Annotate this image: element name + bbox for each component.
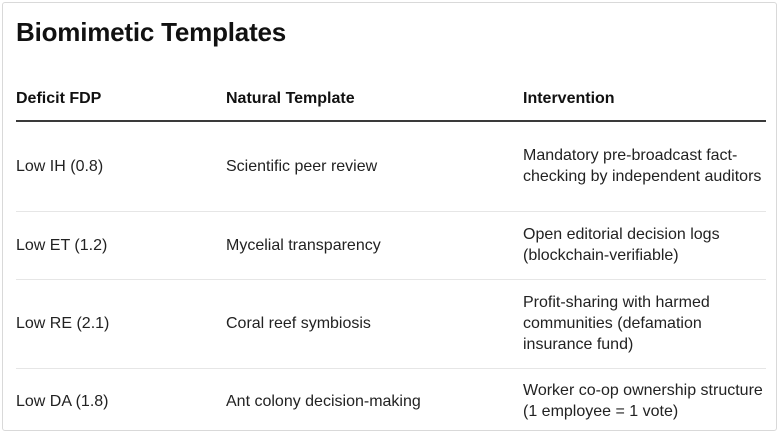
column-header-deficit-fdp: Deficit FDP: [16, 76, 226, 121]
intervention-cell: Open editorial decision logs (blockchain-verifiable): [523, 211, 766, 279]
template-cell: Scientific peer review: [226, 121, 523, 211]
intervention-cell: Mandatory pre-broadcast fact-checking by independent auditors: [523, 121, 766, 211]
template-cell: Ant colony decision-making: [226, 392, 421, 410]
template-cell: Mycelial transparency: [226, 211, 523, 279]
intervention-cell: Worker co-op ownership structure (1 employee = 1 vote): [523, 382, 763, 421]
biomimetic-templates-table: [16, 76, 766, 434]
deficit-cell: Low ET (1.2): [16, 211, 226, 279]
table-row: [16, 368, 766, 434]
table-row: [16, 121, 766, 211]
page-title: Biomimetic Templates: [16, 17, 287, 47]
intervention-cell: Profit-sharing with harmed communities (defamation insurance fund): [523, 279, 766, 368]
table-header-row: [16, 76, 766, 121]
table-row: [16, 279, 766, 368]
column-header-intervention: Intervention: [523, 76, 766, 121]
content-card: [2, 2, 777, 431]
deficit-cell: Low RE (2.1): [16, 279, 226, 368]
deficit-cell: Low DA (1.8): [16, 392, 109, 410]
column-header-natural-template: Natural Template: [226, 76, 523, 121]
template-cell: Coral reef symbiosis: [226, 279, 523, 368]
deficit-cell: Low IH (0.8): [16, 121, 226, 211]
table-row: [16, 211, 766, 279]
